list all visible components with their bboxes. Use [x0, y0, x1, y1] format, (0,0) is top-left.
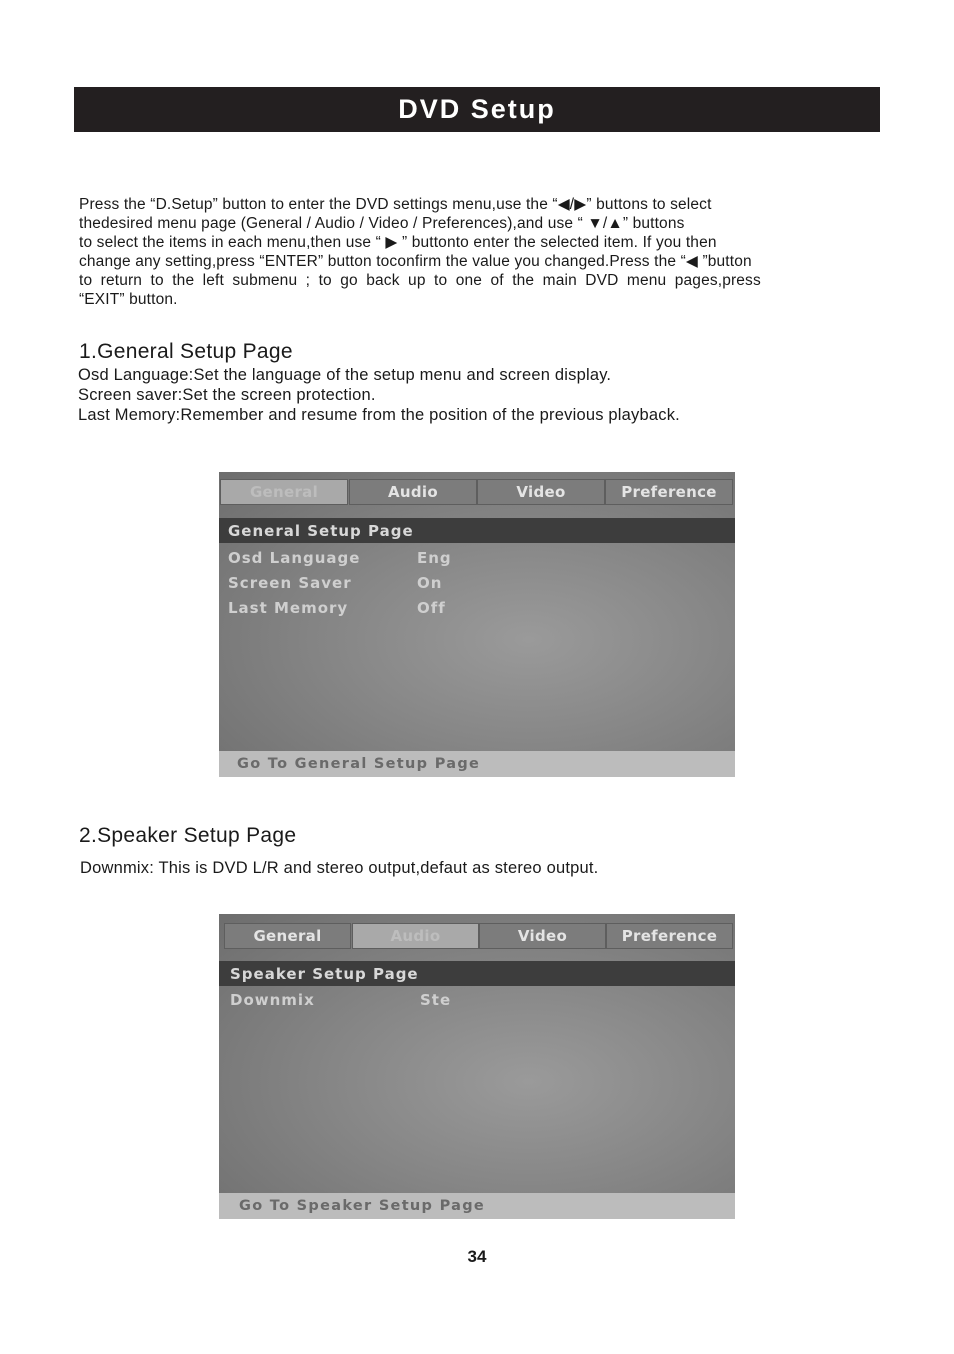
- section-text-general: [78, 365, 680, 425]
- tab-audio[interactable]: Audio: [352, 923, 479, 949]
- menu-item-downmix[interactable]: Downmix: [230, 991, 315, 1009]
- menu-value-downmix: Ste: [420, 991, 452, 1009]
- intro-line: Press the “D.Setup” button to enter the DVD settings menu,use the “◀/▶” buttons to select: [79, 196, 712, 213]
- tab-general[interactable]: General: [220, 479, 348, 505]
- speaker-setup-screenshot: [219, 914, 735, 1219]
- menu-value-osd-language: Eng: [417, 549, 452, 567]
- menu-tabs: [219, 923, 735, 949]
- screen-status-bar: Go To General Setup Page: [219, 751, 735, 777]
- section-heading-speaker: 2.Speaker Setup Page: [79, 824, 297, 847]
- tab-video[interactable]: Video: [479, 923, 606, 949]
- tab-general[interactable]: General: [224, 923, 351, 949]
- menu-value-screen-saver: On: [417, 574, 443, 592]
- intro-line: to select the items in each menu,then use “ ▶ ” buttonto enter the selected item. If you then: [79, 234, 717, 251]
- page-number: 34: [467, 1247, 487, 1266]
- screen-status-bar: Go To Speaker Setup Page: [219, 1193, 735, 1219]
- menu-item-screen-saver[interactable]: Screen Saver: [228, 574, 352, 592]
- general-setup-screenshot: [219, 472, 735, 777]
- screen-page-title: Speaker Setup Page: [219, 961, 735, 986]
- tab-preference[interactable]: Preference: [606, 923, 733, 949]
- menu-tabs: [219, 479, 735, 505]
- section-heading-general: 1.General Setup Page: [79, 340, 293, 363]
- intro-paragraph: [79, 195, 871, 309]
- menu-item-osd-language[interactable]: Osd Language: [228, 549, 361, 567]
- section-line: Downmix: This is DVD L/R and stereo output,defaut as stereo output.: [80, 859, 599, 877]
- intro-line: “EXIT” button.: [79, 291, 178, 308]
- intro-line: to return to the left submenu ; to go back up to one of the main DVD menu pages,press: [79, 272, 761, 289]
- section-text-speaker: [80, 858, 598, 878]
- tab-preference[interactable]: Preference: [605, 479, 733, 505]
- section-line: Osd Language:Set the language of the setup menu and screen display.: [78, 366, 612, 384]
- page-title: DVD Setup: [74, 87, 880, 132]
- intro-line: thedesired menu page (General / Audio / Video / Preferences),and use “ ▼/▲” buttons: [79, 215, 685, 232]
- menu-value-last-memory: Off: [417, 599, 446, 617]
- section-line: Last Memory:Remember and resume from the position of the previous playback.: [78, 406, 680, 424]
- tab-video[interactable]: Video: [477, 479, 605, 505]
- menu-item-last-memory[interactable]: Last Memory: [228, 599, 349, 617]
- tab-audio[interactable]: Audio: [349, 479, 477, 505]
- intro-line: change any setting,press “ENTER” button toconfirm the value you changed.Press the “◀ ”button: [79, 253, 752, 270]
- section-line: Screen saver:Set the screen protection.: [78, 386, 376, 404]
- screen-page-title: General Setup Page: [219, 518, 735, 543]
